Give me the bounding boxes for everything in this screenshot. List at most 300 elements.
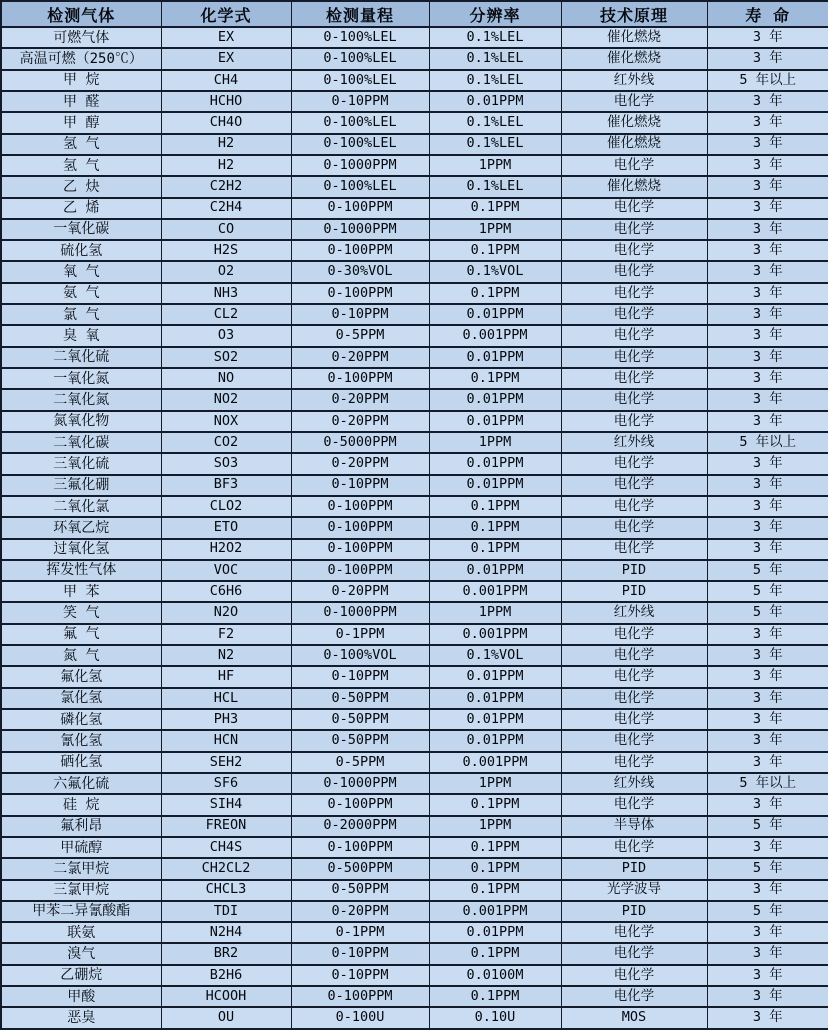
cell-principle: 电化学 (561, 261, 707, 282)
cell-gas: 二氧化碳 (1, 432, 161, 453)
cell-principle: 半导体 (561, 816, 707, 837)
cell-resolution: 0.1PPM (429, 368, 561, 389)
cell-range: 0-100PPM (291, 517, 429, 538)
table-row (1, 965, 828, 986)
cell-gas: 六氟化硫 (1, 773, 161, 794)
cell-resolution: 0.001PPM (429, 325, 561, 346)
cell-resolution: 0.01PPM (429, 411, 561, 432)
cell-principle: 电化学 (561, 645, 707, 666)
cell-resolution: 0.001PPM (429, 752, 561, 773)
cell-principle: 红外线 (561, 70, 707, 91)
cell-principle: 催化燃烧 (561, 48, 707, 69)
cell-resolution: 0.01PPM (429, 304, 561, 325)
cell-life: 5 年 (707, 858, 828, 879)
cell-range: 0-10PPM (291, 91, 429, 112)
cell-formula: F2 (161, 624, 291, 645)
cell-resolution: 0.01PPM (429, 347, 561, 368)
cell-gas: 氟化氢 (1, 666, 161, 687)
cell-principle: 电化学 (561, 325, 707, 346)
cell-life: 5 年以上 (707, 432, 828, 453)
cell-resolution: 0.01PPM (429, 91, 561, 112)
cell-resolution: 0.1PPM (429, 837, 561, 858)
cell-range: 0-10PPM (291, 475, 429, 496)
cell-formula: BR2 (161, 943, 291, 964)
table-row (1, 325, 828, 346)
table-row (1, 602, 828, 623)
cell-range: 0-500PPM (291, 858, 429, 879)
cell-life: 5 年以上 (707, 773, 828, 794)
cell-range: 0-20PPM (291, 453, 429, 474)
cell-resolution: 0.1%VOL (429, 261, 561, 282)
table-row (1, 70, 828, 91)
cell-resolution: 0.1PPM (429, 240, 561, 261)
table-row (1, 752, 828, 773)
table-row (1, 496, 828, 517)
cell-formula: ETO (161, 517, 291, 538)
cell-gas: 氟 气 (1, 624, 161, 645)
cell-formula: N2 (161, 645, 291, 666)
cell-formula: CLO2 (161, 496, 291, 517)
cell-resolution: 0.01PPM (429, 709, 561, 730)
cell-range: 0-10PPM (291, 943, 429, 964)
cell-range: 0-5PPM (291, 752, 429, 773)
cell-range: 0-100PPM (291, 794, 429, 815)
cell-formula: N2H4 (161, 922, 291, 943)
cell-resolution: 0.1%LEL (429, 70, 561, 91)
cell-formula: EX (161, 48, 291, 69)
cell-range: 0-100%LEL (291, 27, 429, 48)
cell-life: 3 年 (707, 283, 828, 304)
table-row (1, 134, 828, 155)
cell-resolution: 0.1%LEL (429, 48, 561, 69)
cell-life: 5 年 (707, 901, 828, 922)
cell-principle: 电化学 (561, 347, 707, 368)
cell-formula: CH2CL2 (161, 858, 291, 879)
cell-range: 0-100%LEL (291, 176, 429, 197)
cell-range: 0-20PPM (291, 581, 429, 602)
cell-range: 0-100PPM (291, 283, 429, 304)
cell-principle: 电化学 (561, 219, 707, 240)
cell-resolution: 1PPM (429, 432, 561, 453)
cell-formula: NO2 (161, 389, 291, 410)
cell-range: 0-100%LEL (291, 48, 429, 69)
cell-gas: 臭 氧 (1, 325, 161, 346)
table-row (1, 368, 828, 389)
cell-principle: 电化学 (561, 517, 707, 538)
cell-formula: VOC (161, 560, 291, 581)
cell-resolution: 0.1%LEL (429, 134, 561, 155)
cell-range: 0-50PPM (291, 709, 429, 730)
cell-principle: 电化学 (561, 794, 707, 815)
cell-formula: H2 (161, 155, 291, 176)
table-header (1, 1, 828, 27)
cell-gas: 一氧化碳 (1, 219, 161, 240)
cell-life: 5 年 (707, 816, 828, 837)
cell-gas: 乙 烯 (1, 198, 161, 219)
cell-life: 3 年 (707, 389, 828, 410)
cell-resolution: 0.1PPM (429, 794, 561, 815)
cell-formula: BF3 (161, 475, 291, 496)
cell-range: 0-1000PPM (291, 602, 429, 623)
cell-principle: 电化学 (561, 411, 707, 432)
cell-principle: 电化学 (561, 496, 707, 517)
cell-formula: NO (161, 368, 291, 389)
cell-gas: 过氧化氢 (1, 539, 161, 560)
cell-principle: 电化学 (561, 91, 707, 112)
cell-range: 0-20PPM (291, 411, 429, 432)
column-header-range: 检测量程 (291, 1, 429, 27)
cell-life: 3 年 (707, 219, 828, 240)
cell-principle: 红外线 (561, 773, 707, 794)
cell-resolution: 0.01PPM (429, 453, 561, 474)
cell-life: 3 年 (707, 880, 828, 901)
cell-gas: 甲 烷 (1, 70, 161, 91)
table-row (1, 261, 828, 282)
table-row (1, 816, 828, 837)
cell-range: 0-100%VOL (291, 645, 429, 666)
cell-formula: NH3 (161, 283, 291, 304)
cell-life: 3 年 (707, 496, 828, 517)
cell-resolution: 0.1%LEL (429, 176, 561, 197)
cell-resolution: 0.01PPM (429, 389, 561, 410)
cell-principle: 电化学 (561, 965, 707, 986)
cell-gas: 联氨 (1, 922, 161, 943)
cell-life: 3 年 (707, 730, 828, 751)
cell-gas: 溴气 (1, 943, 161, 964)
cell-gas: 乙 炔 (1, 176, 161, 197)
cell-principle: 催化燃烧 (561, 112, 707, 133)
table-row (1, 432, 828, 453)
cell-range: 0-1PPM (291, 922, 429, 943)
cell-range: 0-1000PPM (291, 773, 429, 794)
cell-resolution: 0.1PPM (429, 198, 561, 219)
cell-principle: 电化学 (561, 624, 707, 645)
cell-formula: C2H4 (161, 198, 291, 219)
cell-principle: 电化学 (561, 666, 707, 687)
cell-principle: 电化学 (561, 943, 707, 964)
cell-gas: 二氧化氮 (1, 389, 161, 410)
cell-life: 3 年 (707, 666, 828, 687)
cell-principle: 电化学 (561, 922, 707, 943)
table-row (1, 240, 828, 261)
cell-gas: 三氧化硫 (1, 453, 161, 474)
cell-life: 3 年 (707, 752, 828, 773)
table-row (1, 347, 828, 368)
cell-formula: HCHO (161, 91, 291, 112)
cell-range: 0-20PPM (291, 901, 429, 922)
cell-gas: 一氧化氮 (1, 368, 161, 389)
cell-range: 0-100PPM (291, 539, 429, 560)
cell-range: 0-2000PPM (291, 816, 429, 837)
cell-gas: 环氧乙烷 (1, 517, 161, 538)
header-row (1, 1, 828, 27)
cell-life: 3 年 (707, 240, 828, 261)
table-row (1, 688, 828, 709)
table-row (1, 943, 828, 964)
cell-formula: EX (161, 27, 291, 48)
cell-gas: 硒化氢 (1, 752, 161, 773)
cell-resolution: 1PPM (429, 602, 561, 623)
cell-resolution: 0.10U (429, 1007, 561, 1029)
cell-formula: C6H6 (161, 581, 291, 602)
cell-formula: SO3 (161, 453, 291, 474)
cell-resolution: 1PPM (429, 773, 561, 794)
cell-range: 0-100PPM (291, 368, 429, 389)
cell-formula: C2H2 (161, 176, 291, 197)
cell-gas: 甲酸 (1, 986, 161, 1007)
cell-principle: PID (561, 901, 707, 922)
cell-resolution: 0.01PPM (429, 688, 561, 709)
cell-life: 3 年 (707, 794, 828, 815)
cell-formula: HCL (161, 688, 291, 709)
cell-principle: 电化学 (561, 986, 707, 1007)
cell-life: 3 年 (707, 1007, 828, 1029)
cell-range: 0-50PPM (291, 688, 429, 709)
cell-gas: 氰化氢 (1, 730, 161, 751)
cell-resolution: 0.1PPM (429, 880, 561, 901)
cell-life: 3 年 (707, 475, 828, 496)
cell-formula: NOX (161, 411, 291, 432)
cell-principle: 电化学 (561, 283, 707, 304)
cell-formula: CO (161, 219, 291, 240)
cell-resolution: 0.1PPM (429, 943, 561, 964)
table-row (1, 198, 828, 219)
cell-gas: 高温可燃（250℃） (1, 48, 161, 69)
cell-resolution: 0.1%VOL (429, 645, 561, 666)
cell-gas: 氢 气 (1, 155, 161, 176)
cell-formula: N2O (161, 602, 291, 623)
cell-formula: FREON (161, 816, 291, 837)
cell-gas: 甲 苯 (1, 581, 161, 602)
cell-resolution: 1PPM (429, 155, 561, 176)
cell-resolution: 0.01PPM (429, 922, 561, 943)
table-row (1, 645, 828, 666)
cell-life: 3 年 (707, 965, 828, 986)
cell-gas: 二氯甲烷 (1, 858, 161, 879)
cell-range: 0-100PPM (291, 198, 429, 219)
cell-formula: SEH2 (161, 752, 291, 773)
cell-formula: O2 (161, 261, 291, 282)
cell-resolution: 0.0100M (429, 965, 561, 986)
cell-principle: 电化学 (561, 304, 707, 325)
cell-gas: 氟利昂 (1, 816, 161, 837)
cell-principle: 电化学 (561, 752, 707, 773)
table-body (1, 27, 828, 1029)
cell-formula: CL2 (161, 304, 291, 325)
cell-life: 3 年 (707, 453, 828, 474)
column-header-formula: 化学式 (161, 1, 291, 27)
cell-range: 0-50PPM (291, 730, 429, 751)
cell-life: 3 年 (707, 624, 828, 645)
cell-life: 5 年 (707, 560, 828, 581)
cell-resolution: 0.1PPM (429, 539, 561, 560)
cell-gas: 氯 气 (1, 304, 161, 325)
cell-principle: 电化学 (561, 539, 707, 560)
cell-life: 3 年 (707, 48, 828, 69)
table-row (1, 986, 828, 1007)
cell-gas: 挥发性气体 (1, 560, 161, 581)
column-header-gas: 检测气体 (1, 1, 161, 27)
cell-gas: 硫化氢 (1, 240, 161, 261)
cell-range: 0-5000PPM (291, 432, 429, 453)
cell-range: 0-100PPM (291, 837, 429, 858)
cell-formula: OU (161, 1007, 291, 1029)
cell-gas: 恶臭 (1, 1007, 161, 1029)
table-row (1, 837, 828, 858)
table-row (1, 283, 828, 304)
cell-life: 3 年 (707, 91, 828, 112)
table-row (1, 901, 828, 922)
cell-gas: 二氧化硫 (1, 347, 161, 368)
cell-principle: 电化学 (561, 198, 707, 219)
cell-principle: 红外线 (561, 432, 707, 453)
table-row (1, 453, 828, 474)
cell-gas: 硅 烷 (1, 794, 161, 815)
cell-gas: 磷化氢 (1, 709, 161, 730)
table-row (1, 730, 828, 751)
cell-formula: HCOOH (161, 986, 291, 1007)
cell-gas: 氯化氢 (1, 688, 161, 709)
cell-principle: 电化学 (561, 155, 707, 176)
cell-formula: SIH4 (161, 794, 291, 815)
table-row (1, 709, 828, 730)
cell-range: 0-20PPM (291, 389, 429, 410)
table-row (1, 880, 828, 901)
cell-resolution: 0.01PPM (429, 666, 561, 687)
cell-life: 3 年 (707, 155, 828, 176)
cell-resolution: 0.01PPM (429, 730, 561, 751)
cell-life: 3 年 (707, 176, 828, 197)
cell-resolution: 0.01PPM (429, 560, 561, 581)
cell-formula: O3 (161, 325, 291, 346)
cell-formula: CH4O (161, 112, 291, 133)
column-header-life: 寿 命 (707, 1, 828, 27)
table-row (1, 27, 828, 48)
cell-formula: CH4S (161, 837, 291, 858)
cell-principle: 电化学 (561, 368, 707, 389)
cell-range: 0-10PPM (291, 304, 429, 325)
table-row (1, 1007, 828, 1029)
table-row (1, 858, 828, 879)
cell-gas: 甲硫醇 (1, 837, 161, 858)
cell-formula: H2O2 (161, 539, 291, 560)
cell-formula: SO2 (161, 347, 291, 368)
cell-principle: 催化燃烧 (561, 176, 707, 197)
cell-resolution: 0.1PPM (429, 283, 561, 304)
cell-gas: 氢 气 (1, 134, 161, 155)
cell-range: 0-1000PPM (291, 155, 429, 176)
cell-formula: CO2 (161, 432, 291, 453)
cell-range: 0-100PPM (291, 496, 429, 517)
cell-gas: 氮氧化物 (1, 411, 161, 432)
cell-life: 3 年 (707, 304, 828, 325)
cell-gas: 三氯甲烷 (1, 880, 161, 901)
table-row (1, 91, 828, 112)
cell-gas: 甲 醇 (1, 112, 161, 133)
cell-range: 0-10PPM (291, 965, 429, 986)
cell-formula: TDI (161, 901, 291, 922)
cell-gas: 氧 气 (1, 261, 161, 282)
cell-principle: 电化学 (561, 709, 707, 730)
cell-gas: 三氟化硼 (1, 475, 161, 496)
table-row (1, 624, 828, 645)
cell-life: 3 年 (707, 27, 828, 48)
column-header-principle: 技术原理 (561, 1, 707, 27)
cell-principle: 电化学 (561, 240, 707, 261)
cell-range: 0-100PPM (291, 986, 429, 1007)
cell-life: 3 年 (707, 134, 828, 155)
table-row (1, 411, 828, 432)
cell-principle: 电化学 (561, 453, 707, 474)
table-row (1, 581, 828, 602)
cell-range: 0-20PPM (291, 347, 429, 368)
cell-range: 0-100%LEL (291, 70, 429, 91)
cell-principle: 红外线 (561, 602, 707, 623)
cell-formula: PH3 (161, 709, 291, 730)
cell-formula: H2S (161, 240, 291, 261)
cell-life: 3 年 (707, 645, 828, 666)
table-row (1, 560, 828, 581)
cell-principle: 电化学 (561, 730, 707, 751)
cell-range: 0-100%LEL (291, 112, 429, 133)
cell-gas: 乙硼烷 (1, 965, 161, 986)
cell-formula: HF (161, 666, 291, 687)
cell-range: 0-100%LEL (291, 134, 429, 155)
table-row (1, 666, 828, 687)
cell-resolution: 0.01PPM (429, 475, 561, 496)
cell-life: 3 年 (707, 539, 828, 560)
cell-resolution: 1PPM (429, 816, 561, 837)
table-row (1, 922, 828, 943)
cell-range: 0-10PPM (291, 666, 429, 687)
cell-gas: 氨 气 (1, 283, 161, 304)
cell-principle: 电化学 (561, 389, 707, 410)
table-row (1, 304, 828, 325)
cell-resolution: 1PPM (429, 219, 561, 240)
cell-formula: H2 (161, 134, 291, 155)
cell-formula: CHCL3 (161, 880, 291, 901)
cell-life: 3 年 (707, 411, 828, 432)
cell-formula: HCN (161, 730, 291, 751)
cell-life: 3 年 (707, 517, 828, 538)
cell-range: 0-100PPM (291, 560, 429, 581)
cell-resolution: 0.1PPM (429, 517, 561, 538)
cell-range: 0-30%VOL (291, 261, 429, 282)
cell-life: 3 年 (707, 837, 828, 858)
cell-resolution: 0.001PPM (429, 624, 561, 645)
cell-gas: 甲苯二异氰酸酯 (1, 901, 161, 922)
cell-life: 5 年 (707, 581, 828, 602)
cell-life: 3 年 (707, 368, 828, 389)
cell-life: 3 年 (707, 347, 828, 368)
cell-life: 3 年 (707, 261, 828, 282)
cell-gas: 氮 气 (1, 645, 161, 666)
cell-life: 5 年以上 (707, 70, 828, 91)
cell-resolution: 0.1%LEL (429, 27, 561, 48)
cell-range: 0-100PPM (291, 240, 429, 261)
table-row (1, 539, 828, 560)
table-row (1, 219, 828, 240)
cell-gas: 甲 醛 (1, 91, 161, 112)
table-row (1, 475, 828, 496)
cell-gas: 笑 气 (1, 602, 161, 623)
cell-life: 3 年 (707, 986, 828, 1007)
cell-principle: MOS (561, 1007, 707, 1029)
table-row (1, 155, 828, 176)
cell-principle: 光学波导 (561, 880, 707, 901)
cell-formula: CH4 (161, 70, 291, 91)
cell-life: 5 年 (707, 602, 828, 623)
